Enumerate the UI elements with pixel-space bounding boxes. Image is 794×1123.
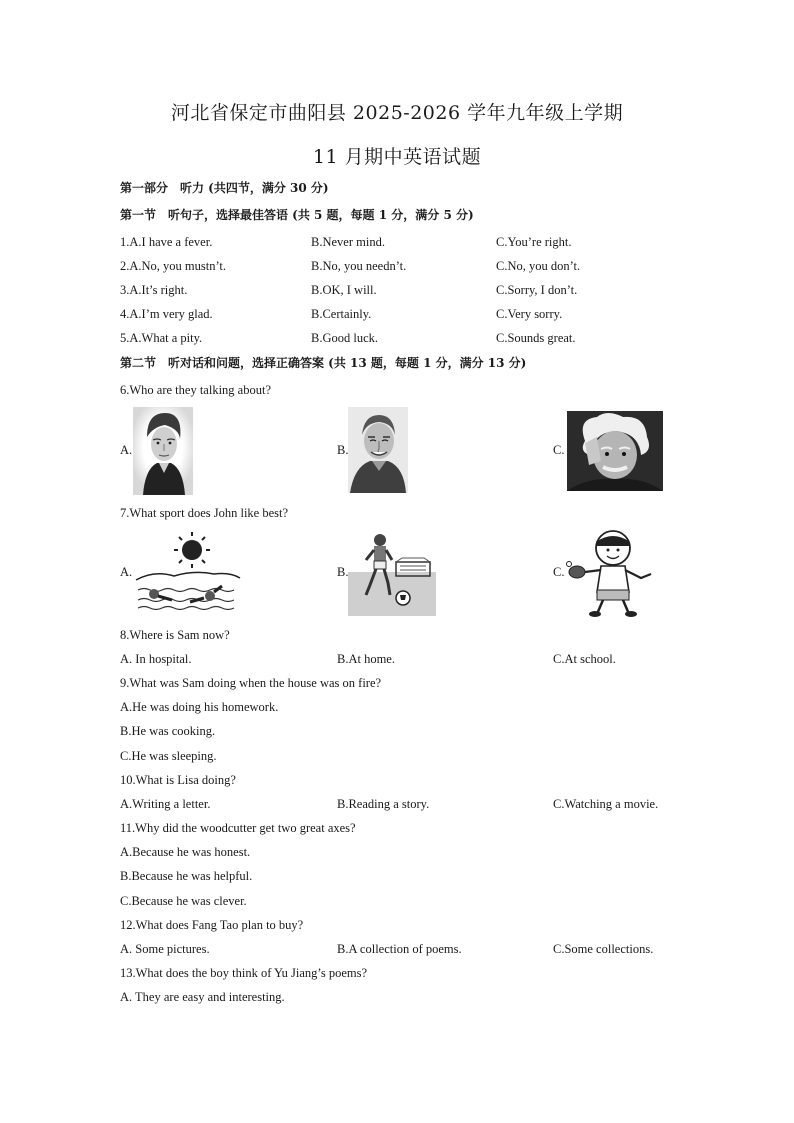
q3-option-c: C.Sorry, I don’t. [496, 283, 578, 297]
q6-stem: 6.Who are they talking about? [120, 383, 271, 397]
q6-label-c: C. [553, 443, 565, 457]
q9-stem: 9.What was Sam doing when the house was on fire? [120, 676, 382, 690]
q11-option-b: B.Because he was helpful. [120, 869, 253, 883]
q8-option-a: A. In hospital. [120, 652, 192, 666]
q12-option-a: A. Some pictures. [120, 942, 210, 956]
q10-stem: 10.What is Lisa doing? [120, 773, 236, 787]
part1-heading: 第一部分 听力 (共四节，满分 30 分) [120, 181, 329, 195]
q7-label-a: A. [120, 565, 133, 579]
q9-option-c: C.He was sleeping. [120, 749, 217, 763]
exam-title-line2: 11 月期中英语试题 [312, 146, 482, 168]
section2-heading: 第二节 听对话和问题，选择正确答案 (共 13 题，每题 1 分，满分 13 分) [120, 356, 527, 370]
q7-label-b: B. [337, 565, 349, 579]
portrait-scientist-image [567, 411, 663, 491]
q2-option-a: 2.A.No, you mustn’t. [120, 259, 227, 273]
q12-option-c: C.Some collections. [553, 942, 654, 956]
q2-option-c: C.No, you don’t. [496, 259, 581, 273]
q1-option-a: 1.A.I have a fever. [120, 235, 213, 249]
q11-stem: 11.Why did the woodcutter get two great axes? [120, 821, 356, 835]
swimming-image [134, 530, 242, 612]
section1-heading: 第一节 听句子，选择最佳答语 (共 5 题，每题 1 分，满分 5 分) [120, 208, 474, 222]
q13-stem: 13.What does the boy think of Yu Jiang’s poems? [120, 966, 368, 980]
q9-option-a: A.He was doing his homework. [120, 700, 279, 714]
q5-option-a: 5.A.What a pity. [120, 331, 203, 345]
q12-stem: 12.What does Fang Tao plan to buy? [120, 918, 304, 932]
exam-title-line1: 河北省保定市曲阳县 2025-2026 学年九年级上学期 [170, 102, 624, 124]
q1-option-c: C.You’re right. [496, 235, 572, 249]
q6-label-a: A. [120, 443, 133, 457]
q8-stem: 8.Where is Sam now? [120, 628, 230, 642]
q10-option-b: B.Reading a story. [337, 797, 430, 811]
q10-option-c: C.Watching a movie. [553, 797, 659, 811]
q7-label-c: C. [553, 565, 565, 579]
q3-option-b: B.OK, I will. [311, 283, 377, 297]
q8-option-c: C.At school. [553, 652, 616, 666]
q1-option-b: B.Never mind. [311, 235, 385, 249]
q13-option-a: A. They are easy and interesting. [120, 990, 285, 1004]
q7-stem: 7.What sport does John like best? [120, 506, 289, 520]
q4-option-c: C.Very sorry. [496, 307, 563, 321]
q2-option-b: B.No, you needn’t. [311, 259, 407, 273]
q9-option-b: B.He was cooking. [120, 724, 216, 738]
q11-option-c: C.Because he was clever. [120, 894, 247, 908]
table-tennis-image [565, 528, 659, 618]
q3-option-a: 3.A.It’s right. [120, 283, 188, 297]
q5-option-b: B.Good luck. [311, 331, 379, 345]
portrait-man-image [348, 407, 408, 493]
q12-option-b: B.A collection of poems. [337, 942, 462, 956]
portrait-woman-image [133, 407, 193, 495]
q10-option-a: A.Writing a letter. [120, 797, 211, 811]
q5-option-c: C.Sounds great. [496, 331, 576, 345]
soccer-image [348, 532, 436, 616]
q4-option-a: 4.A.I’m very glad. [120, 307, 213, 321]
q11-option-a: A.Because he was honest. [120, 845, 251, 859]
q8-option-b: B.At home. [337, 652, 395, 666]
q6-label-b: B. [337, 443, 349, 457]
q4-option-b: B.Certainly. [311, 307, 372, 321]
